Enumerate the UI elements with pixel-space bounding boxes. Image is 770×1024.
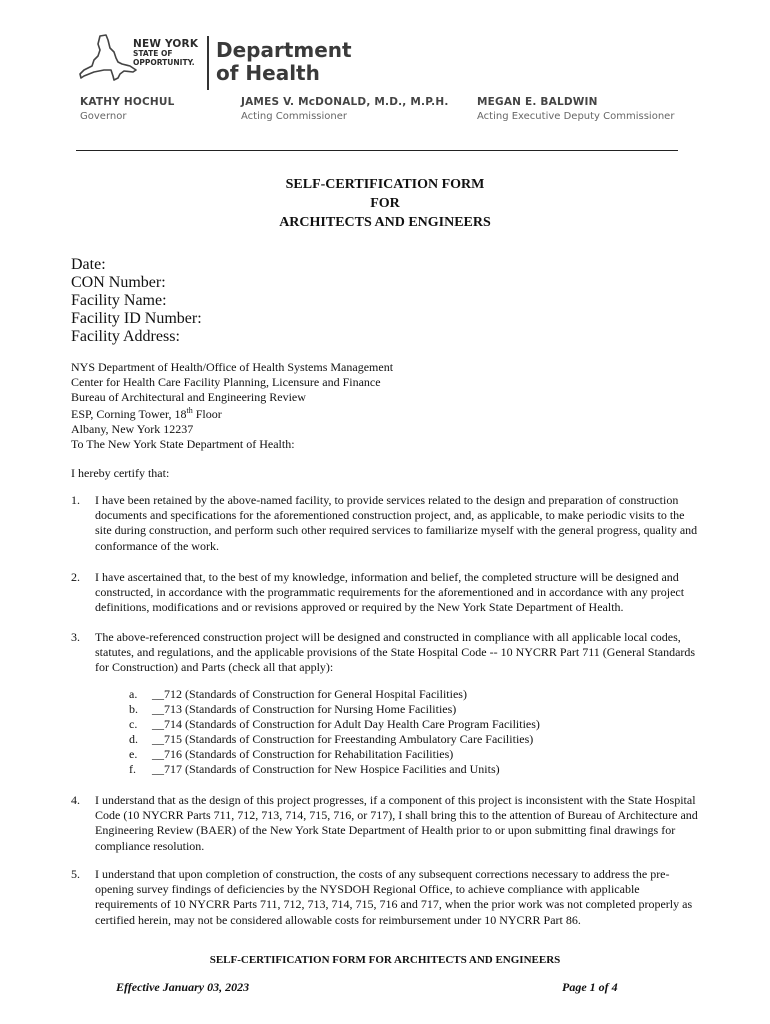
form-title-line-1: SELF-CERTIFICATION FORM <box>285 177 485 192</box>
official-name: KATHY HOCHUL <box>80 96 175 108</box>
checklist-item[interactable] <box>129 687 540 702</box>
certification-item <box>71 493 701 554</box>
checklist-letter: b. <box>129 702 138 717</box>
dept-line-2: of Health <box>216 61 320 85</box>
form-title-line-3: ARCHITECTS AND ENGINEERS <box>279 215 491 230</box>
official-name: JAMES V. McDONALD, M.D., M.P.H. <box>241 96 449 108</box>
item-number: 4. <box>71 793 80 807</box>
new-york-state-map-icon <box>78 34 138 84</box>
nys-line-3: OPPORTUNITY. <box>133 58 195 67</box>
item-text: I understand that upon completion of construction, the costs of any subsequent corrections necessary to address the pre-opening survey findings of deficiencies by the NYSDOH Regional Office, to achieve compliance with applicable requirements of 10 NYCRR Parts 711, 712, 713, 714, 715, 716 and 717, when the prior work was not completed properly as certified herein, may not be considered allowable costs for reimbursement under 10 NYCRR Part 86. <box>95 867 693 927</box>
checklist-letter: e. <box>129 747 138 762</box>
con-number-label: CON Number: <box>71 274 166 291</box>
part-checklist <box>129 687 540 778</box>
address-line: Center for Health Care Facility Planning, Licensure and Finance <box>71 374 381 389</box>
facility-id-label: Facility ID Number: <box>71 310 202 327</box>
department-of-health-logo <box>216 39 352 85</box>
checklist-item[interactable] <box>129 762 540 777</box>
recipient-address <box>71 360 393 452</box>
official-title: Governor <box>80 111 127 122</box>
official-name: MEGAN E. BALDWIN <box>477 96 598 108</box>
checklist-item[interactable] <box>129 717 540 732</box>
form-title-line-2: FOR <box>370 196 400 211</box>
address-street: ESP, Corning Tower, 18 <box>71 407 187 422</box>
item-text: I have ascertained that, to the best of my knowledge, information and belief, the completed structure will be designed and constructed, in accordance with the programmatic requirements for the aforementioned and in accordance with any project definitions, modifications and or revisions approved or required by the New York State Department of Health. <box>95 570 685 615</box>
address-floor-suffix: th <box>186 406 193 416</box>
header-rule <box>76 150 678 151</box>
nys-line-2: STATE OF <box>133 49 173 58</box>
dept-line-1: Department <box>216 38 352 62</box>
checklist-item[interactable] <box>129 747 540 762</box>
address-line: Bureau of Architectural and Engineering Review <box>71 389 306 404</box>
facility-name-label: Facility Name: <box>71 292 167 309</box>
nys-logo-text <box>133 40 198 67</box>
official-title: Acting Executive Deputy Commissioner <box>477 111 675 122</box>
official-title: Acting Commissioner <box>241 111 348 122</box>
nys-line-1: NEW YORK <box>133 38 199 50</box>
official-commissioner <box>241 96 449 122</box>
certification-item <box>71 630 701 676</box>
address-line: NYS Department of Health/Office of Health Systems Management <box>71 360 394 374</box>
checklist-letter: a. <box>129 687 138 701</box>
form-title <box>0 175 770 232</box>
checklist-text: __712 (Standards of Construction for General Hospital Facilities) <box>152 687 467 701</box>
checklist-item[interactable] <box>129 702 540 717</box>
item-number: 5. <box>71 867 80 881</box>
address-floor: Floor <box>192 407 222 422</box>
checklist-letter: d. <box>129 732 138 747</box>
salutation: To The New York State Department of Health: <box>71 436 295 451</box>
certification-item <box>71 867 701 928</box>
checklist-letter: f. <box>129 762 136 777</box>
address-line <box>71 404 393 422</box>
facility-address-label: Facility Address: <box>71 328 180 345</box>
checklist-text: __716 (Standards of Construction for Rehabilitation Facilities) <box>152 747 454 762</box>
checklist-text: __713 (Standards of Construction for Nursing Home Facilities) <box>152 702 457 717</box>
item-text: The above-referenced construction project will be designed and constructed in compliance with all applicable local codes, statutes, and regulations, and the applicable provisions of the State Hospital Code -- 10 NYCRR Part 711 (General Standards for Construction) and Parts (check all that apply): <box>95 630 696 675</box>
checklist-letter: c. <box>129 717 138 732</box>
item-number: 1. <box>71 493 80 507</box>
item-text: I have been retained by the above-named facility, to provide services related to the design and preparation of construction documents and specifications for the aforementioned construction project, and, as applicable, to make periodic visits to the site during construction, and perform such other required services to familiarize myself with the general progress, quality and conformance of the work. <box>95 493 698 553</box>
logo-divider <box>207 36 209 90</box>
address-line: Albany, New York 12237 <box>71 422 194 437</box>
item-number: 2. <box>71 570 80 584</box>
form-fields <box>71 256 202 346</box>
certify-statement: I hereby certify that: <box>71 466 170 480</box>
footer-title: SELF-CERTIFICATION FORM FOR ARCHITECTS AND ENGINEERS <box>209 954 561 966</box>
item-text: I understand that as the design of this project progresses, if a component of this project is inconsistent with the State Hospital Code (10 NYCRR Parts 711, 712, 713, 714, 715, 716, or 717), I shall bring this to the attention of Bureau of Architecture and Engineering Review (BAER) of the New York State Department of Health prior to or upon submitting final drawings for compliance resolution. <box>95 793 698 853</box>
official-deputy-commissioner <box>477 96 674 122</box>
certification-item <box>71 570 701 616</box>
official-governor <box>80 96 174 122</box>
date-label: Date: <box>71 256 106 273</box>
checklist-text: __714 (Standards of Construction for Adult Day Health Care Program Facilities) <box>152 717 540 732</box>
checklist-item[interactable] <box>129 732 540 747</box>
certification-item <box>71 793 701 854</box>
page-number: Page 1 of 4 <box>562 980 618 994</box>
item-number: 3. <box>71 630 80 644</box>
checklist-text: __715 (Standards of Construction for Freestanding Ambulatory Care Facilities) <box>152 732 534 747</box>
effective-date: Effective January 03, 2023 <box>116 980 250 994</box>
checklist-text: __717 (Standards of Construction for New Hospice Facilities and Units) <box>152 762 500 777</box>
